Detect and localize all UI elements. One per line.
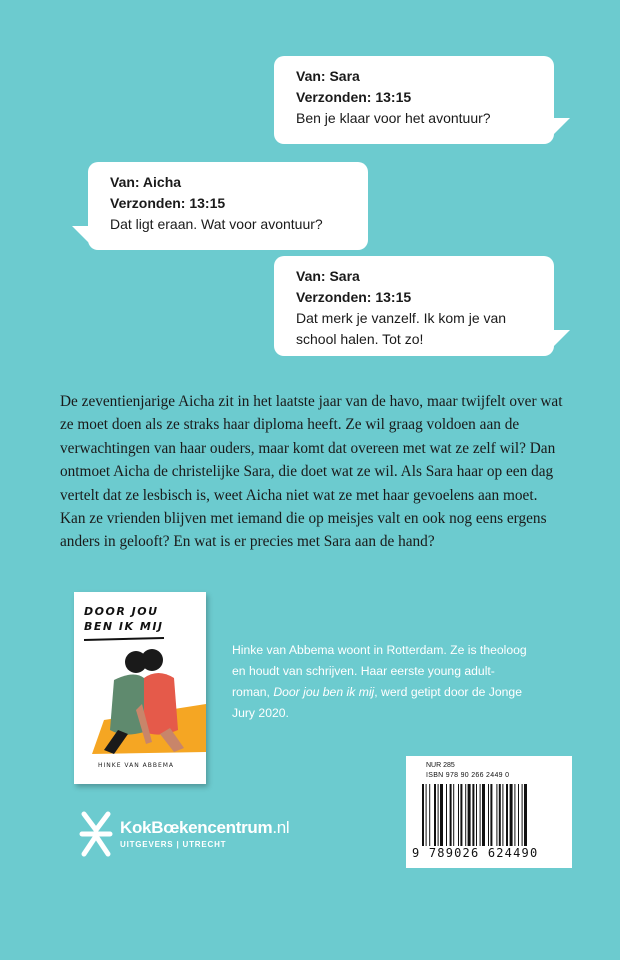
message-bubble-aicha bbox=[88, 162, 368, 250]
barcode-bar bbox=[522, 784, 523, 846]
barcode-bars bbox=[420, 784, 560, 846]
barcode-bar bbox=[422, 784, 424, 846]
barcode-bar bbox=[482, 784, 485, 846]
barcode-bar bbox=[458, 784, 459, 846]
publisher-logo bbox=[76, 806, 376, 866]
message-time: Verzonden: 13:15 bbox=[296, 89, 412, 105]
barcode-bar bbox=[514, 784, 515, 846]
publisher-name bbox=[120, 818, 289, 838]
publisher-domain: .nl bbox=[272, 818, 290, 837]
message-text: Dat merk je vanzelf. Ik kom je van school halen. Tot zo! bbox=[296, 310, 507, 347]
barcode-bar bbox=[465, 784, 466, 846]
message-text: Ben je klaar voor het avontuur? bbox=[296, 110, 491, 126]
book-cover-image bbox=[74, 592, 206, 784]
message-bubble-sara-2 bbox=[274, 256, 554, 356]
barcode-bar bbox=[476, 784, 477, 846]
barcode-bar bbox=[429, 784, 430, 846]
barcode-bar bbox=[480, 784, 481, 846]
message-sender: Van: Sara bbox=[296, 268, 360, 284]
barcode-bar bbox=[438, 784, 439, 846]
barcode-bar bbox=[440, 784, 443, 846]
isbn-barcode bbox=[406, 756, 572, 868]
book-blurb: De zeventienjarige Aicha zit in het laatste jaar van de havo, maar twijfelt over wat ze moet doen als ze straks haar diploma heeft. Ze wil graag voldoen aan de verwachtingen van haar ouders, maar komt dat overeen met wat ze zelf wil? Dan ontmoet Aicha de christelijke Sara, die doet wat ze wil. Als Sara haar op een dag vertelt dat ze lesbisch is, weet Aicha niet wat ze met haar gevoelens aan moet. Kan ze vrienden blijven met iemand die op meisjes valt en ook nog eens ergens anders in gelooft? En wat is er precies met Sara aan de hand? bbox=[60, 393, 563, 551]
barcode-bar bbox=[510, 784, 513, 846]
barcode-bar bbox=[446, 784, 447, 846]
publisher-name-text: KokBœkencentrum bbox=[120, 818, 273, 837]
nur-code: NUR 285 bbox=[426, 762, 455, 769]
bubble-tail bbox=[72, 226, 94, 248]
message-bubble-sara-1 bbox=[274, 56, 554, 144]
author-bio-book-title: Door jou ben ik mij bbox=[273, 685, 375, 699]
barcode-bar bbox=[460, 784, 462, 846]
barcode-bar bbox=[488, 784, 489, 846]
publisher-subtitle: UITGEVERS | UTRECHT bbox=[120, 840, 227, 849]
barcode-bar bbox=[496, 784, 497, 846]
barcode-bar bbox=[426, 784, 427, 846]
message-text: Dat ligt eraan. Wat voor avontuur? bbox=[110, 216, 323, 232]
isbn-number: ISBN 978 90 266 2449 0 bbox=[426, 772, 510, 779]
barcode-bar bbox=[524, 784, 527, 846]
barcode-bar bbox=[468, 784, 471, 846]
barcode-bar bbox=[434, 784, 436, 846]
author-bio-text: Hinke van Abbema woont in Rotterdam. Ze is theoloog en houdt van schrijven. Haar eerste young adult-roman, bbox=[232, 643, 527, 699]
barcode-bar bbox=[450, 784, 452, 846]
message-sender: Van: Aicha bbox=[110, 174, 182, 190]
author-bio bbox=[232, 640, 532, 724]
book-cover-author: HINKE VAN ABBEMA bbox=[98, 762, 175, 769]
book-cover-title: DOOR JOU BEN IK MIJ bbox=[84, 605, 164, 633]
author-bio-text-end: , werd getipt door de Jonge Jury 2020. bbox=[232, 685, 522, 720]
barcode-bar bbox=[472, 784, 474, 846]
barcode-bar bbox=[453, 784, 454, 846]
bubble-tail bbox=[548, 118, 570, 140]
message-time: Verzonden: 13:15 bbox=[110, 195, 226, 211]
barcode-bar bbox=[499, 784, 501, 846]
book-cover-illustration bbox=[74, 592, 206, 784]
message-sender: Van: Sara bbox=[296, 68, 360, 84]
barcode-bar bbox=[518, 784, 519, 846]
bubble-tail bbox=[548, 330, 570, 352]
barcode-bar bbox=[502, 784, 503, 846]
publisher-star-icon bbox=[76, 806, 116, 862]
barcode-bar bbox=[506, 784, 508, 846]
barcode-bar bbox=[490, 784, 492, 846]
message-time: Verzonden: 13:15 bbox=[296, 289, 412, 305]
barcode-digits: 9 789026 624490 bbox=[412, 846, 539, 860]
